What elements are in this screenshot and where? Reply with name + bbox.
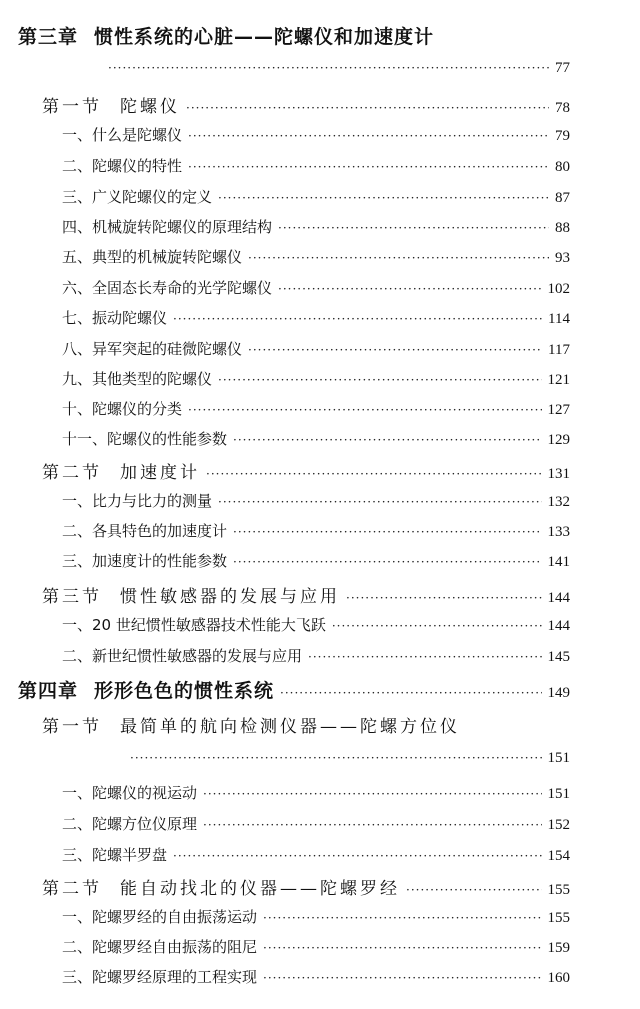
toc-item	[62, 614, 570, 635]
toc-item	[62, 936, 570, 957]
page-number: 160	[547, 970, 570, 986]
item-title: 十一、陀螺仪的性能参数	[62, 430, 228, 448]
toc-chapter-3-continuation	[108, 60, 570, 77]
toc-item	[62, 368, 570, 389]
item-title: 十、陀螺仪的分类	[62, 400, 183, 418]
section-title: 第三节 惯性敏感器的发展与应用	[42, 587, 340, 607]
toc-item	[62, 428, 570, 449]
toc-item	[62, 155, 570, 176]
dot-leader	[188, 160, 549, 174]
item-title: 三、广义陀螺仪的定义	[62, 188, 213, 206]
dot-leader	[308, 650, 541, 664]
dot-leader	[206, 467, 542, 481]
page-number: 131	[547, 466, 570, 482]
item-title: 九、其他类型的陀螺仪	[62, 370, 213, 388]
item-title: 一、比力与比力的测量	[62, 492, 213, 510]
toc-item	[62, 277, 570, 298]
item-title: 七、振动陀螺仪	[62, 309, 168, 327]
toc-section	[42, 712, 570, 737]
toc-section	[42, 582, 570, 607]
page-number: 80	[555, 159, 570, 175]
page-number: 155	[547, 910, 570, 926]
dot-leader	[278, 282, 541, 296]
toc-section	[42, 458, 570, 483]
page-number: 117	[548, 342, 570, 358]
toc-item	[62, 490, 570, 511]
page-number: 152	[547, 817, 570, 833]
toc-item	[62, 966, 570, 987]
dot-leader	[218, 191, 549, 205]
dot-leader	[263, 941, 541, 955]
page-number: 127	[547, 402, 570, 418]
dot-leader	[248, 251, 549, 265]
dot-leader	[173, 849, 541, 863]
page-number: 129	[547, 432, 570, 448]
toc-item	[62, 186, 570, 207]
item-title: 三、陀螺罗经原理的工程实现	[62, 968, 258, 986]
toc-item	[62, 844, 570, 865]
page-number: 133	[547, 524, 570, 540]
toc-item	[62, 550, 570, 571]
chapter-title: 第三章 惯性系统的心脏——陀螺仪和加速度计	[18, 26, 435, 48]
page-number: 154	[547, 848, 570, 864]
page-number: 121	[547, 372, 570, 388]
item-title: 一、什么是陀螺仪	[62, 126, 183, 144]
dot-leader	[278, 221, 549, 235]
toc-item	[62, 782, 570, 803]
toc-section-continuation	[130, 750, 570, 767]
page-number: 151	[547, 750, 570, 766]
toc-item	[62, 906, 570, 927]
dot-leader	[203, 818, 541, 832]
item-title: 二、陀螺仪的特性	[62, 157, 183, 175]
item-title: 三、加速度计的性能参数	[62, 552, 228, 570]
dot-leader	[263, 971, 541, 985]
dot-leader	[218, 495, 541, 509]
dot-leader	[203, 787, 541, 801]
dot-leader	[233, 555, 541, 569]
dot-leader	[188, 403, 541, 417]
page-number: 145	[547, 649, 570, 665]
item-title: 二、陀螺罗经自由振荡的阻尼	[62, 938, 258, 956]
toc-section	[42, 92, 570, 117]
page-number: 79	[555, 128, 570, 144]
toc-item	[62, 216, 570, 237]
dot-leader	[186, 101, 549, 115]
item-title: 四、机械旋转陀螺仪的原理结构	[62, 218, 273, 236]
page-number: 144	[547, 618, 570, 634]
toc-section	[42, 874, 570, 899]
page-number: 88	[555, 220, 570, 236]
item-title: 一、陀螺仪的视运动	[62, 784, 198, 802]
toc-item	[62, 338, 570, 359]
section-title: 第一节 陀螺仪	[42, 97, 180, 117]
toc-item	[62, 813, 570, 834]
toc-item	[62, 124, 570, 145]
toc-item	[62, 645, 570, 666]
item-title: 二、新世纪惯性敏感器的发展与应用	[62, 647, 303, 665]
page-number: 159	[547, 940, 570, 956]
dot-leader	[346, 591, 542, 605]
item-title: 一、20 世纪惯性敏感器技术性能大飞跃	[62, 616, 326, 634]
dot-leader	[233, 433, 541, 447]
item-title: 二、陀螺方位仪原理	[62, 815, 198, 833]
dot-leader	[332, 619, 542, 633]
chapter-title: 第四章 形形色色的惯性系统	[18, 680, 275, 702]
page-number: 155	[547, 882, 570, 898]
page-number: 132	[547, 494, 570, 510]
page-number: 144	[547, 590, 570, 606]
toc-chapter-3	[18, 22, 570, 49]
page-number: 77	[555, 60, 570, 76]
item-title: 三、陀螺半罗盘	[62, 846, 168, 864]
dot-leader	[218, 373, 541, 387]
page-number: 87	[555, 190, 570, 206]
dot-leader	[280, 686, 541, 700]
toc-item	[62, 520, 570, 541]
item-title: 二、各具特色的加速度计	[62, 522, 228, 540]
item-title: 六、全固态长寿命的光学陀螺仪	[62, 279, 273, 297]
dot-leader	[233, 525, 541, 539]
toc-item	[62, 246, 570, 267]
page-number: 149	[547, 685, 570, 701]
dot-leader	[188, 129, 549, 143]
page-number: 141	[547, 554, 570, 570]
section-title: 第二节 加速度计	[42, 463, 200, 483]
dot-leader	[130, 751, 542, 765]
toc-item	[62, 307, 570, 328]
dot-leader	[108, 61, 549, 75]
page-number: 93	[555, 250, 570, 266]
section-title: 第一节 最简单的航向检测仪器——陀螺方位仪	[42, 717, 460, 737]
item-title: 八、异军突起的硅微陀螺仪	[62, 340, 243, 358]
item-title: 五、典型的机械旋转陀螺仪	[62, 248, 243, 266]
page-number: 102	[547, 281, 570, 297]
page-number: 78	[555, 100, 570, 116]
dot-leader	[248, 343, 542, 357]
page-number: 114	[548, 311, 570, 327]
section-title: 第二节 能自动找北的仪器——陀螺罗经	[42, 879, 400, 899]
dot-leader	[173, 312, 542, 326]
toc-item	[62, 398, 570, 419]
dot-leader	[263, 911, 541, 925]
item-title: 一、陀螺罗经的自由振荡运动	[62, 908, 258, 926]
dot-leader	[406, 883, 542, 897]
page-number: 151	[547, 786, 570, 802]
toc-chapter-4	[18, 676, 570, 703]
